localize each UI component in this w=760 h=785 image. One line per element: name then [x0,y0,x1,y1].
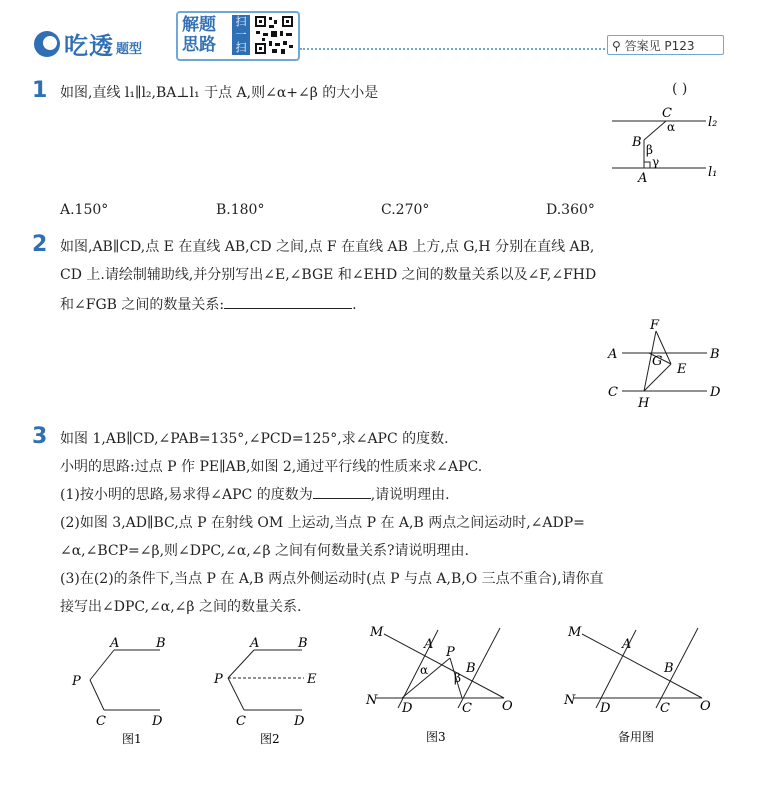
q3-f1-label-B: B [156,636,166,651]
q1-label-C: C [662,106,672,121]
q3-f4-caption: 备用图 [618,730,655,744]
answer-reference: ⚲ 答案见 P123 [607,35,724,55]
q3-f4-label-A: A [622,637,632,652]
q3-f3-label-A: A [424,637,434,652]
q3-figure-1 [66,630,176,750]
q3-f3-label-C: C [462,701,472,716]
q2-label-B: B [710,347,720,362]
q3-f4-label-O: O [700,699,711,714]
brand-logo [34,26,142,61]
q3-f3-label-N: N [366,693,378,708]
q1-label-l1: l₁ [708,165,718,180]
q3-f2-label-E: E [307,672,317,687]
q2-label-E: E [677,362,687,377]
q1-number: 1 [32,78,48,103]
q2-label-C: C [608,385,618,400]
q3-line-2: 小明的思路:过点 P 作 PE∥AB,如图 2,通过平行线的性质来求∠APC. [60,459,483,475]
q1-figure [604,104,728,188]
q3-f2-caption: 图2 [260,732,280,746]
q1-choice-a: A.150° [60,202,109,218]
q3-f1-label-C: C [96,714,106,729]
q1-choice-d: D.360° [546,202,595,218]
q3-f1-caption: 图1 [122,732,142,746]
q1-label-alpha: α [667,120,676,134]
q3-line-3: (1)按小明的思路,易求得∠APC 的度数为 ,请说明理由. [60,487,450,503]
q3-f2-label-P: P [214,672,223,687]
q3-f2-label-C: C [236,714,246,729]
q3-line-5: ∠α,∠BCP=∠β,则∠DPC,∠α,∠β 之间有何数量关系?请说明理由. [60,543,469,559]
brand-sub: 题型 [116,42,143,57]
q1-choice-b: B.180° [216,202,265,218]
q3-f2-label-B: B [298,636,308,651]
q2-figure [604,314,728,410]
q3-f3-label-P: P [446,645,455,660]
q3-number: 3 [32,424,48,449]
q3-line-1: 如图 1,AB∥CD,∠PAB=135°,∠PCD=125°,求∠APC 的度数. [60,431,449,447]
solution-approach-box[interactable] [176,11,300,61]
q3-f2-label-A: A [250,636,260,651]
q3-f1-label-P: P [72,674,81,689]
q1-label-gamma: γ [652,155,660,169]
q3-f4-label-D: D [600,701,611,716]
q1-text: 如图,直线 l₁∥l₂,BA⊥l₁ 于点 A,则∠α+∠β 的大小是 [60,85,379,101]
q3-figure-2 [208,630,328,750]
q1-label-A: A [638,171,648,186]
q2-label-D: D [710,385,721,400]
q3-f3-label-beta: β [454,671,461,685]
q1-choice-c: C.270° [381,202,430,218]
q3-f4-label-N: N [564,693,576,708]
q2-label-F: F [650,318,660,333]
q3-f3-label-alpha: α [420,663,429,677]
header-divider [300,48,605,50]
q3-f1-label-A: A [110,636,120,651]
q1-label-l2: l₂ [708,115,718,130]
q3-answer-blank[interactable] [313,498,371,499]
q3-f4-label-B: B [664,661,674,676]
key-icon: ⚲ [612,39,625,53]
q2-label-A: A [608,347,618,362]
q2-number: 2 [32,232,48,257]
q3-f1-label-D: D [152,714,163,729]
q3-f4-label-M: M [568,625,582,640]
q2-line-1: 如图,AB∥CD,点 E 在直线 AB,CD 之间,点 F 在直线 AB 上方,点 G,H 分别在直线 AB, [60,239,595,255]
q3-figure-4 [560,620,720,750]
q1-answer-paren: ( ) [672,81,688,97]
q3-line-6: (3)在(2)的条件下,当点 P 在 A,B 两点外侧运动时(点 P 与点 A,B,O 三点不重合),请你直 [60,571,604,587]
q3-f3-label-B: B [466,661,476,676]
scan-label: 扫一扫 [232,15,250,55]
page-header [0,0,760,64]
q2-answer-blank[interactable] [224,308,352,309]
silu-label: 思路 [182,35,216,55]
q3-figure-3 [362,620,522,750]
q1-label-beta: β [646,143,653,157]
q3-line-7: 接写出∠DPC,∠α,∠β 之间的数量关系. [60,599,302,615]
q3-f3-label-O: O [502,699,513,714]
q3-f3-caption: 图3 [426,730,446,744]
q3-f3-label-M: M [370,625,384,640]
q2-label-G: G [652,354,663,369]
jieti-label: 解题 [182,15,216,35]
q2-label-H: H [638,396,650,410]
q3-line-4: (2)如图 3,AD∥BC,点 P 在射线 OM 上运动,当点 P 在 A,B 两点之间运动时,∠ADP= [60,515,585,531]
q3-f4-label-C: C [660,701,670,716]
qr-code-icon[interactable] [254,15,294,55]
q2-line-3: 和∠FGB 之间的数量关系: . [60,297,357,313]
q3-f3-label-D: D [402,701,413,716]
q2-line-2: CD 上.请绘制辅助线,并分别写出∠E,∠BGE 和∠EHD 之间的数量关系以及∠F,∠FHD [60,267,597,283]
q1-label-B: B [632,135,642,150]
brand-circle-icon [34,31,60,57]
brand-main: 吃透 [64,32,114,60]
q3-f2-label-D: D [294,714,305,729]
